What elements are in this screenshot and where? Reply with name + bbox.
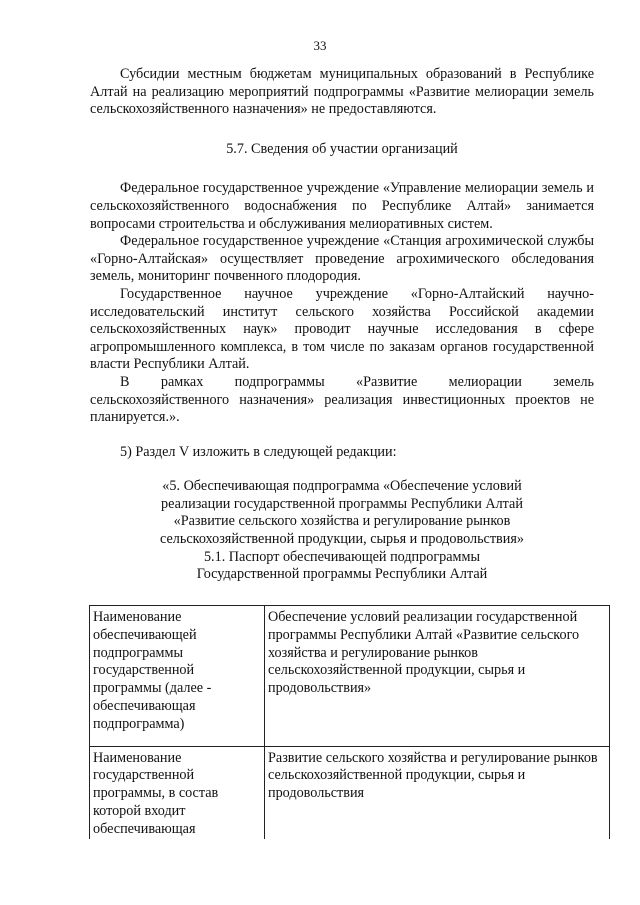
passport-title-line-1: 5.1. Паспорт обеспечивающей подпрограммы	[203, 548, 481, 565]
table-cell-label: Наименование государственной программы, в состав которой входит обеспечивающая	[90, 746, 265, 838]
table-cell-value: Обеспечение условий реализации государственной программы Республики Алтай «Развитие сельского хозяйства и регулирование рынков сельскохозяйственной продукции, сырья и продовольствия»	[265, 606, 610, 747]
subprogram-title-line-3: «Развитие сельского хозяйства и регулирование рынков	[173, 513, 511, 530]
table-cell-label: Наименование обеспечивающей подпрограммы государственной программы (далее - обеспечивающая подпрограмма)	[90, 606, 265, 747]
subsidies-paragraph: Субсидии местным бюджетам муниципальных образований в Республике Алтай на реализацию мероприятий подпрограммы «Развитие мелиорации земель сельскохозяйственного назначения» не предоставляются.	[90, 66, 594, 118]
section-heading: 5.7. Сведения об участии организаций	[226, 140, 458, 157]
subprogram-title-line-2: реализации государственной программы Республики Алтай	[161, 495, 523, 512]
subprogram-title-line-1: «5. Обеспечивающая подпрограмма «Обеспечение условий	[162, 478, 522, 495]
subprogram-title-block	[90, 478, 594, 584]
passport-title-line-2: Государственной программы Республики Алтай	[196, 566, 488, 583]
subprogram-title-line-4: сельскохозяйственной продукции, сырья и продовольствия»	[160, 531, 524, 548]
section-5-instruction: 5) Раздел V изложить в следующей редакции:	[120, 443, 397, 460]
passport-table	[89, 605, 610, 839]
table-row	[90, 606, 610, 747]
organization-paragraph-2: Федеральное государственное учреждение «Станция агрохимической службы «Горно-Алтайская» осуществляет проведение агрохимического обследования земель, мониторинг почвенного плодородия.	[90, 233, 594, 285]
table-cell-value: Развитие сельского хозяйства и регулирование рынков сельскохозяйственной продукции, сырья и продовольствия	[265, 746, 610, 838]
table-row	[90, 746, 610, 838]
page-number: 33	[313, 38, 327, 53]
organization-paragraph-3: Государственное научное учреждение «Горно-Алтайский научно-исследовательский институт сельского хозяйства Российской академии сельскохозяйственных наук» проводит научные исследования в сфере агропромышленного комплекса, в том числе по заказам органов государственной власти Республики Алтай.	[90, 285, 594, 373]
document-body	[90, 66, 594, 584]
organization-paragraph-4: В рамках подпрограммы «Развитие мелиорации земель сельскохозяйственного назначения» реализация инвестиционных проектов не планируется.».	[90, 373, 594, 426]
organization-paragraph-1: Федеральное государственное учреждение «Управление мелиорации земель и сельскохозяйственного водоснабжения по Республике Алтай» занимается вопросами строительства и обслуживания мелиоративных систем.	[90, 180, 594, 232]
